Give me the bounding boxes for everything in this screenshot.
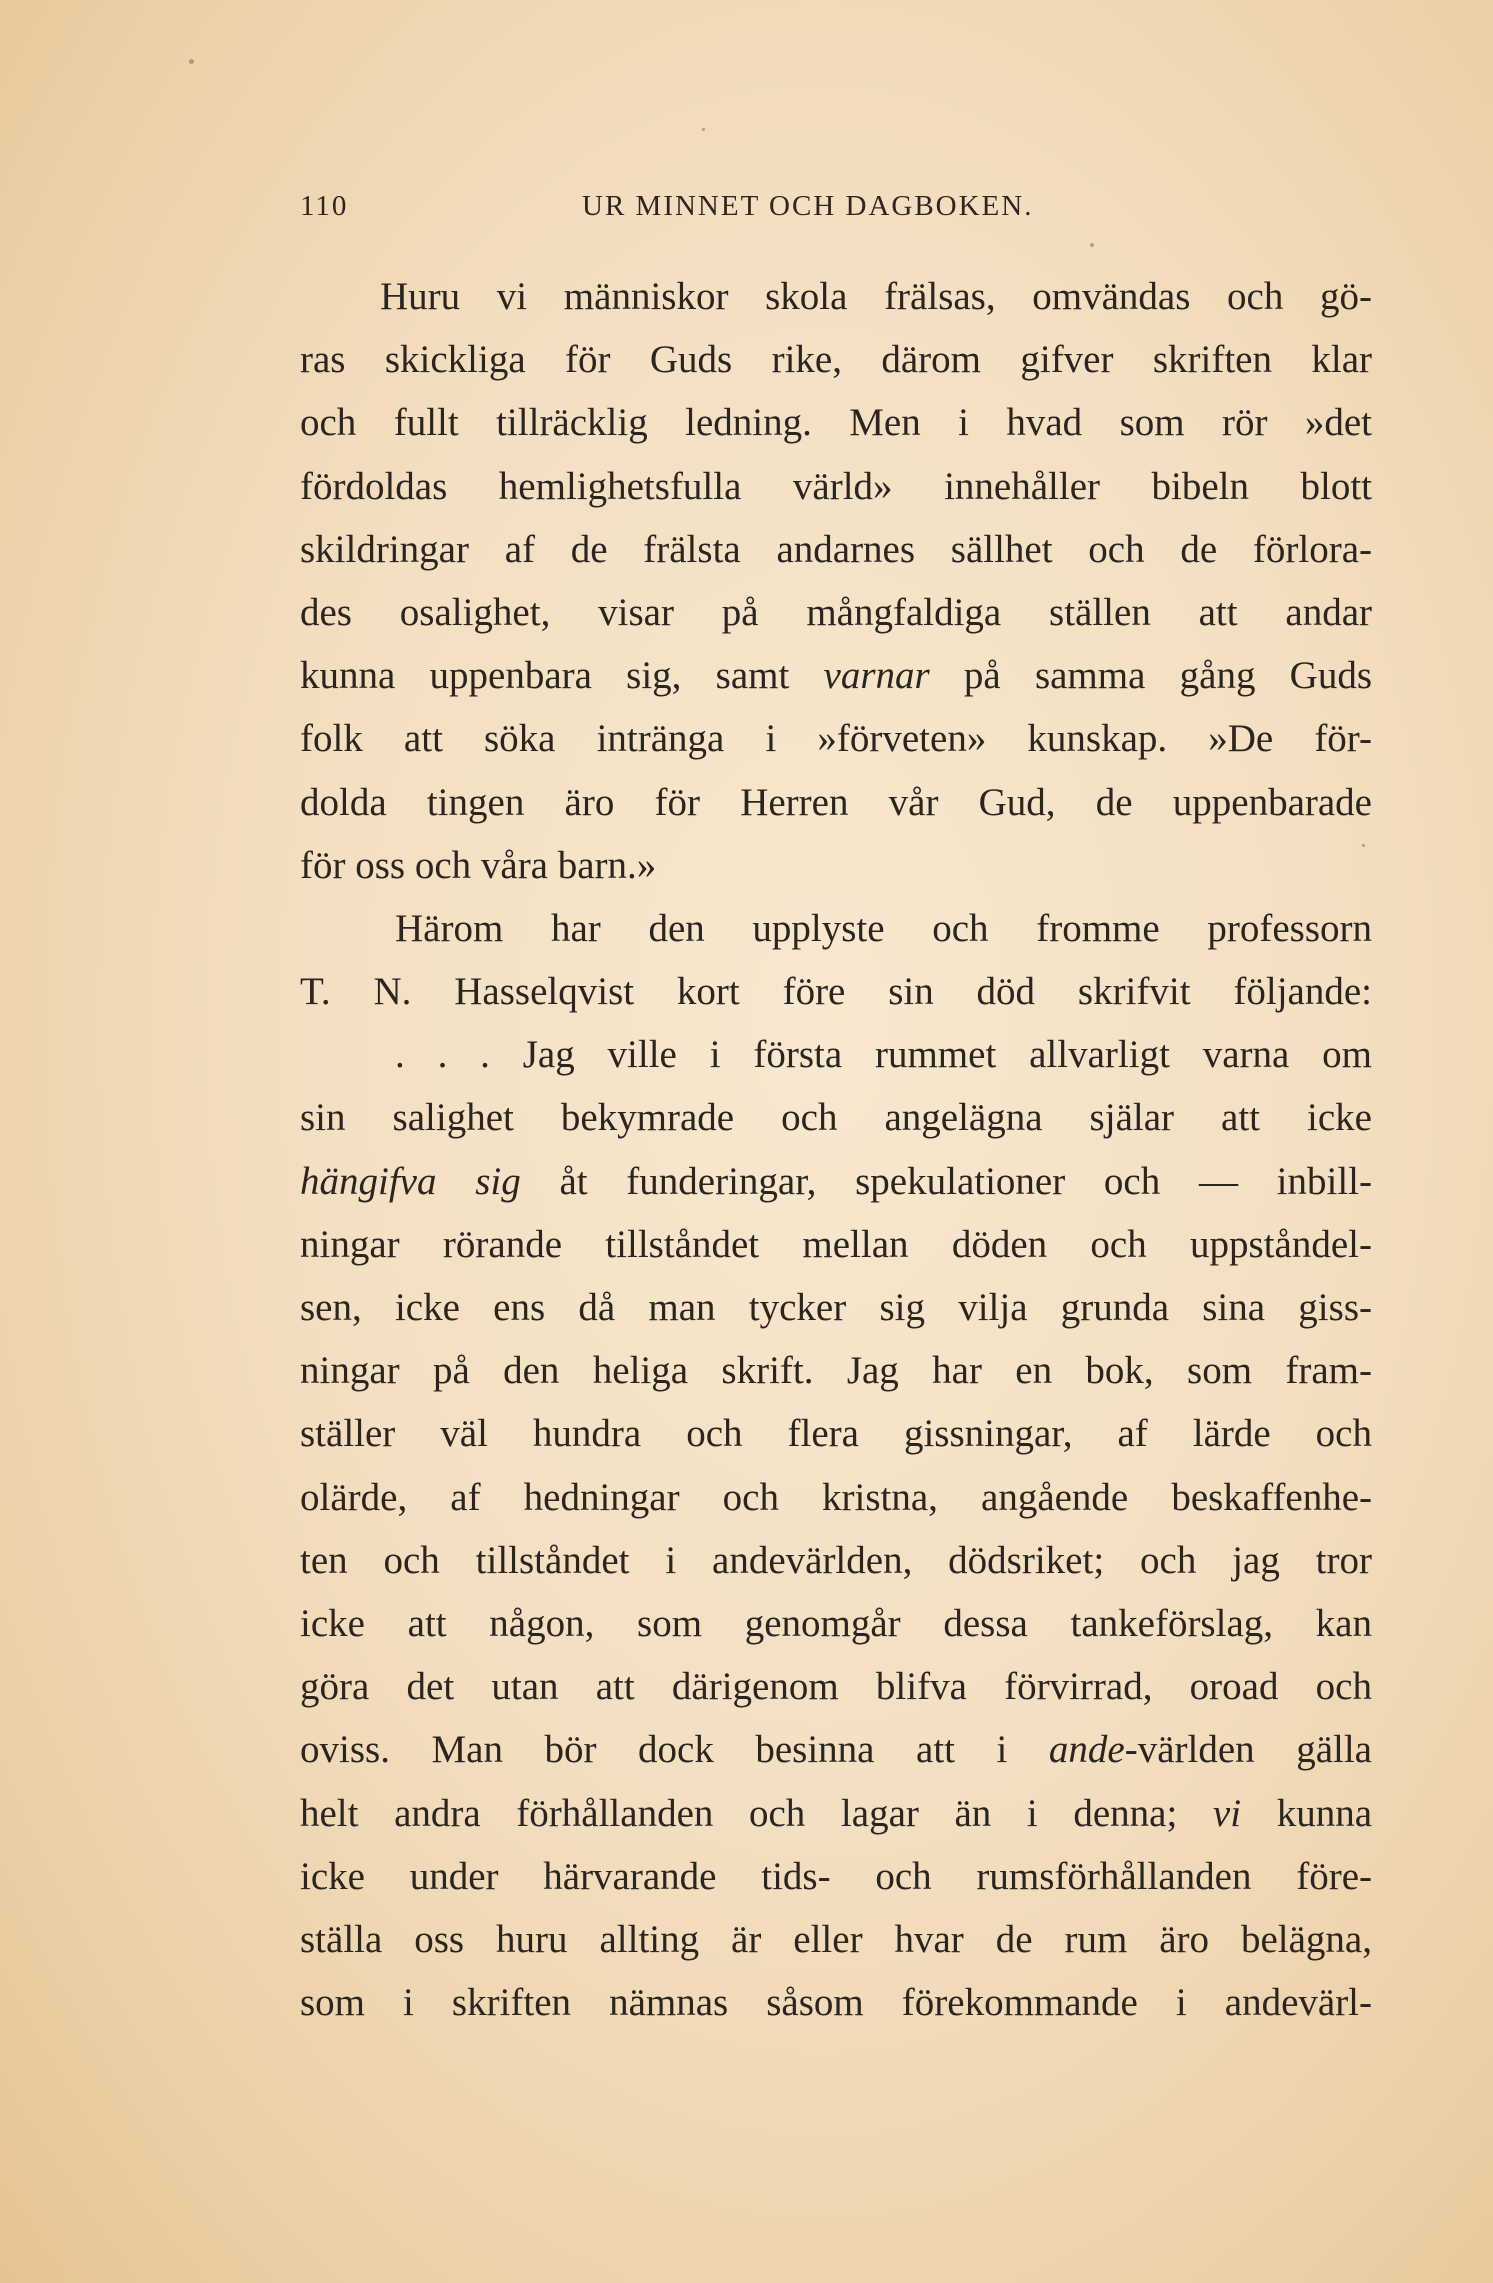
text-line xyxy=(300,1782,1372,1845)
text-line: göra det utan att därigenom blifva förvirrad, oroad och xyxy=(300,1665,1372,1709)
paper-speck xyxy=(1362,844,1365,847)
text-fragment: kunna uppenbara sig, samt xyxy=(300,654,790,698)
italic-word: vi xyxy=(1212,1791,1242,1835)
text-fragment: helt andra förhållanden och lagar än i denna; xyxy=(300,1791,1178,1835)
text-line: icke att någon, som genomgår dessa tankeförslag, kan xyxy=(300,1601,1372,1645)
text-line: skildringar af de frälsta andarnes sällhet och de förlora- xyxy=(300,527,1372,571)
text-fragment: kunna xyxy=(1276,1791,1373,1835)
text-line: ningar på den heliga skrift. Jag har en bok, som fram- xyxy=(300,1349,1372,1393)
paper-speck xyxy=(702,128,705,131)
text-fragment: oviss. Man bör dock besinna att i xyxy=(300,1728,1008,1772)
text-line: . . . Jag ville i första rummet allvarligt varna om xyxy=(395,1033,1372,1077)
text-line: som i skriften nämnas såsom förekommande i andevärl- xyxy=(300,1981,1372,2025)
text-line: sin salighet bekymrade och angelägna själar att icke xyxy=(300,1096,1372,1140)
text-line: Huru vi människor skola frälsas, omvändas och gö- xyxy=(380,275,1372,318)
text-line: des osalighet, visar på mångfaldiga ställen att andar xyxy=(300,590,1372,634)
body-text xyxy=(300,265,1372,2034)
text-line: ställa oss huru allting är eller hvar de rum äro belägna, xyxy=(300,1917,1372,1961)
text-fragment: åt funderingar, spekulationer och — inbill- xyxy=(559,1159,1373,1203)
italic-word: sig xyxy=(475,1159,521,1203)
page-number: 110 xyxy=(300,190,349,222)
text-line: sen, icke ens då man tycker sig vilja grunda sina giss- xyxy=(300,1286,1372,1329)
text-line: ningar rörande tillståndet mellan döden och uppståndel- xyxy=(300,1222,1372,1266)
text-line xyxy=(300,1718,1372,1781)
page-header xyxy=(300,190,1200,240)
text-line: T. N. Hasselqvist kort före sin död skrifvit följande: xyxy=(300,970,1372,1014)
italic-word: ande xyxy=(1048,1728,1125,1772)
running-head: UR MINNET OCH DAGBOKEN. xyxy=(582,190,1034,222)
text-line: olärde, af hedningar och kristna, angående beskaffenhe- xyxy=(300,1475,1372,1519)
text-line: för oss och våra barn.» xyxy=(300,843,657,887)
text-line: och fullt tillräcklig ledning. Men i hvad som rör »det xyxy=(300,401,1372,445)
text-line: fördoldas hemlighetsfulla värld» innehåller bibeln blott xyxy=(300,464,1372,508)
text-line: ställer väl hundra och flera gissningar, af lärde och xyxy=(300,1412,1372,1456)
text-line: dolda tingen äro för Herren vår Gud, de uppenbarade xyxy=(300,780,1372,824)
text-fragment: -världen gälla xyxy=(1124,1728,1372,1772)
text-line xyxy=(300,644,1372,707)
text-line: Härom har den upplyste och fromme professorn xyxy=(395,906,1372,950)
text-line: folk att söka intränga i »förveten» kunskap. »De för- xyxy=(300,717,1372,761)
text-line: ten och tillståndet i andevärlden, dödsriket; och jag tror xyxy=(300,1538,1372,1582)
text-line: ras skickliga för Guds rike, därom gifver skriften klar xyxy=(300,338,1372,382)
italic-word: hängifva xyxy=(300,1159,437,1203)
italic-word: varnar xyxy=(823,654,930,698)
paper-speck xyxy=(1090,243,1094,247)
paper-speck xyxy=(189,59,194,64)
text-fragment: på samma gång Guds xyxy=(963,654,1373,698)
text-line xyxy=(300,1150,1372,1213)
text-line: icke under härvarande tids- och rumsförhållanden före- xyxy=(300,1854,1372,1898)
